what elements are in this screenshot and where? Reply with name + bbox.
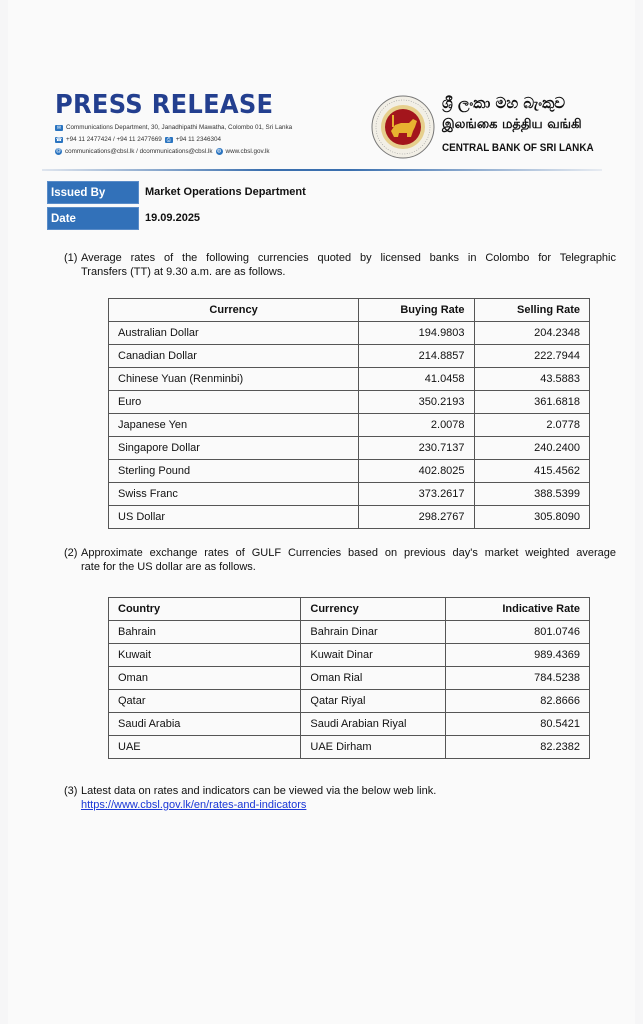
- email-icon: @: [55, 148, 62, 154]
- address-line: [55, 124, 292, 131]
- table-row: [109, 713, 590, 736]
- date-label: Date: [47, 207, 139, 230]
- indicative-rate-cell: 989.4369: [445, 644, 589, 667]
- table-row: [109, 736, 590, 759]
- section-3-text: [64, 784, 616, 812]
- section-2-text: [64, 546, 616, 574]
- country-cell: UAE: [109, 736, 301, 759]
- issued-by-row: [47, 180, 306, 204]
- indicative-rate-cell: 82.8666: [445, 690, 589, 713]
- country-cell: Bahrain: [109, 621, 301, 644]
- bank-name-english: CENTRAL BANK OF SRI LANKA: [442, 142, 594, 154]
- envelope-icon: ✉: [56, 124, 62, 131]
- gulf-rates-table: [108, 597, 590, 759]
- press-release-title: PRESS RELEASE: [55, 90, 274, 120]
- buying-rate-cell: 298.2767: [359, 506, 474, 529]
- currency-cell: Canadian Dollar: [109, 345, 359, 368]
- globe-icon: ◍: [216, 148, 222, 154]
- currency-cell: Bahrain Dinar: [301, 621, 445, 644]
- email-link[interactable]: communications@cbsl.lk / dcommunications@cbsl.lk: [65, 148, 213, 155]
- country-cell: Kuwait: [109, 644, 301, 667]
- country-cell: Qatar: [109, 690, 301, 713]
- selling-rate-cell: 305.8090: [474, 506, 589, 529]
- currency-cell: Qatar Riyal: [301, 690, 445, 713]
- release-meta: [47, 180, 306, 232]
- address-text: Communications Department, 30, Janadhipathi Mawatha, Colombo 01, Sri Lanka: [66, 124, 293, 131]
- col-header-currency: Currency: [109, 299, 359, 322]
- currency-cell: Japanese Yen: [109, 414, 359, 437]
- section-2-line1: Approximate exchange rates of GULF Currencies based on previous day's market weighted average: [81, 547, 616, 559]
- country-cell: Oman: [109, 667, 301, 690]
- section-1-number: (1): [64, 252, 78, 264]
- indicative-rate-cell: 80.5421: [445, 713, 589, 736]
- currency-cell: Oman Rial: [301, 667, 445, 690]
- phone-icon: ☎: [55, 136, 63, 143]
- selling-rate-cell: 415.4562: [474, 460, 589, 483]
- cbsl-emblem-logo: [371, 95, 435, 159]
- section-1-text: [64, 251, 616, 279]
- table-row: [109, 621, 590, 644]
- col-header-country: Country: [109, 598, 301, 621]
- selling-rate-cell: 43.5883: [474, 368, 589, 391]
- phone-text: +94 11 2477424 / +94 11 2477669: [66, 136, 162, 143]
- currency-cell: Chinese Yuan (Renminbi): [109, 368, 359, 391]
- website-link[interactable]: www.cbsl.gov.lk: [225, 148, 270, 155]
- buying-rate-cell: 350.2193: [359, 391, 474, 414]
- table-row: [109, 690, 590, 713]
- selling-rate-cell: 2.0778: [474, 414, 589, 437]
- col-header-indicative-rate: Indicative Rate: [445, 598, 589, 621]
- section-3-line: Latest data on rates and indicators can be viewed via the below web link.: [81, 785, 437, 797]
- issued-by-label: Issued By: [47, 181, 139, 204]
- table-row: [109, 644, 590, 667]
- currency-cell: Swiss Franc: [109, 483, 359, 506]
- buying-rate-cell: 230.7137: [359, 437, 474, 460]
- fax-text: +94 11 2346304: [175, 136, 221, 143]
- currency-cell: UAE Dirham: [301, 736, 445, 759]
- issued-by-value: Market Operations Department: [145, 186, 306, 198]
- selling-rate-cell: 361.6818: [474, 391, 589, 414]
- table-row: [109, 506, 590, 529]
- header-divider: [42, 169, 602, 171]
- currency-cell: Kuwait Dinar: [301, 644, 445, 667]
- bank-name-sinhala: ශ්‍රී ලංකා මහ බැංකුව: [442, 94, 566, 112]
- rates-indicators-link[interactable]: https://www.cbsl.gov.lk/en/rates-and-indicators: [81, 799, 307, 811]
- selling-rate-cell: 222.7944: [474, 345, 589, 368]
- phone-line: [55, 136, 221, 143]
- date-row: [47, 206, 306, 230]
- section-2-number: (2): [64, 547, 78, 559]
- tt-rates-table: [108, 298, 590, 529]
- section-1-line2: Transfers (TT) at 9.30 a.m. are as follows.: [81, 266, 286, 278]
- email-line: [55, 148, 270, 155]
- buying-rate-cell: 194.9803: [359, 322, 474, 345]
- table-header-row: [109, 598, 590, 621]
- table-row: [109, 345, 590, 368]
- fax-icon: ⎙: [166, 136, 171, 143]
- col-header-buying-rate: Buying Rate: [359, 299, 474, 322]
- buying-rate-cell: 402.8025: [359, 460, 474, 483]
- table-row: [109, 368, 590, 391]
- country-cell: Saudi Arabia: [109, 713, 301, 736]
- table-row: [109, 322, 590, 345]
- indicative-rate-cell: 82.2382: [445, 736, 589, 759]
- section-3-number: (3): [64, 785, 78, 797]
- buying-rate-cell: 41.0458: [359, 368, 474, 391]
- currency-cell: US Dollar: [109, 506, 359, 529]
- currency-cell: Saudi Arabian Riyal: [301, 713, 445, 736]
- table-row: [109, 391, 590, 414]
- section-2-line2: rate for the US dollar are as follows.: [81, 561, 256, 573]
- date-value: 19.09.2025: [145, 212, 201, 224]
- indicative-rate-cell: 784.5238: [445, 667, 589, 690]
- table-row: [109, 483, 590, 506]
- bank-name-tamil: இலங்கை மத்திய வங்கி: [442, 117, 582, 132]
- selling-rate-cell: 388.5399: [474, 483, 589, 506]
- table-row: [109, 414, 590, 437]
- buying-rate-cell: 214.8857: [359, 345, 474, 368]
- currency-cell: Sterling Pound: [109, 460, 359, 483]
- table-header-row: [109, 299, 590, 322]
- table-row: [109, 667, 590, 690]
- indicative-rate-cell: 801.0746: [445, 621, 589, 644]
- currency-cell: Singapore Dollar: [109, 437, 359, 460]
- currency-cell: Euro: [109, 391, 359, 414]
- buying-rate-cell: 373.2617: [359, 483, 474, 506]
- col-header-currency: Currency: [301, 598, 445, 621]
- selling-rate-cell: 240.2400: [474, 437, 589, 460]
- col-header-selling-rate: Selling Rate: [474, 299, 589, 322]
- table-row: [109, 460, 590, 483]
- table-row: [109, 437, 590, 460]
- selling-rate-cell: 204.2348: [474, 322, 589, 345]
- currency-cell: Australian Dollar: [109, 322, 359, 345]
- buying-rate-cell: 2.0078: [359, 414, 474, 437]
- section-1-line1: Average rates of the following currencies quoted by licensed banks in Colombo for Telegraphic: [81, 252, 616, 264]
